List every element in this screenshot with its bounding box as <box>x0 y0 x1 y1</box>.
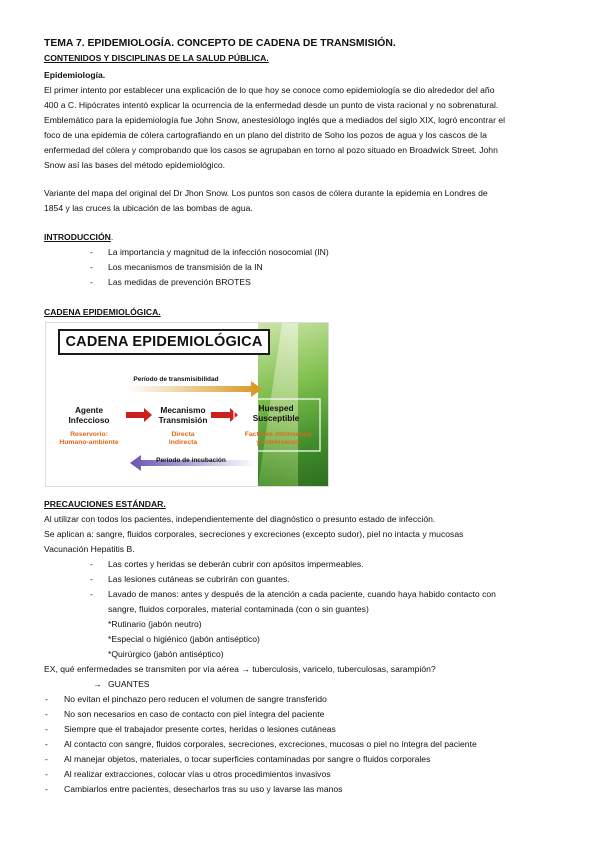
epi-paragraph-line: enfermedad del cólera y comprobando que los casos se agrupaban en torno al pozo situado en Broadwick Street. John <box>44 145 498 155</box>
introduccion-heading-text: INTRODUCCIÓN <box>44 232 111 242</box>
list-dash: - <box>45 724 48 734</box>
figure-title: CADENA EPIDEMIOLÓGICA <box>58 329 270 355</box>
mecanismo-label-line1: Mecanismo <box>160 405 206 415</box>
list-subitem: *Quirúrgico (jabón antiséptico) <box>108 649 224 659</box>
guantes-item: Cambiarlos entre pacientes, desecharlos tras su uso y lavarse las manos <box>64 784 343 794</box>
mecanismo-label-line2: Transmisión <box>158 415 208 425</box>
epi-paragraph-line: El primer intento por establecer una explicación de lo que hoy se conoce como epidemiología se dio alrededor del año <box>44 85 495 95</box>
map-caption-line: Variante del mapa del original del Dr Jhon Snow. Los puntos son casos de cólera durante la epidemia en Londres de <box>44 188 488 198</box>
list-dash: - <box>45 754 48 764</box>
guantes-item: Al realizar extracciones, colocar vías u otros procedimientos invasivos <box>64 769 331 779</box>
list-item: Los mecanismos de transmisión de la IN <box>108 262 263 272</box>
ex-question-line: EX, qué enfermedades se transmiten por vía aérea → tuberculosis, varicelo, tuberculosas, sarampión? <box>44 664 436 674</box>
periodo-transmisibilidad-label: Período de transmisibilidad <box>133 376 219 383</box>
list-item: Las medidas de prevención BROTES <box>108 277 251 287</box>
list-dash: - <box>45 739 48 749</box>
red-arrow-1 <box>126 408 152 422</box>
list-dash: - <box>90 574 93 584</box>
guantes-item: No evitan el pinchazo pero reducen el volumen de sangre transferido <box>64 694 327 704</box>
precauciones-line: Al utilizar con todos los pacientes, independientemente del diagnóstico o presunto estado de infección. <box>44 514 436 524</box>
epi-paragraph-line: Snow así las bases del método epidemiológico. <box>44 160 226 170</box>
epi-paragraph-line: foco de una epidemia de cólera cartografiando en un plano del distrito de Soho los pozos de agua y los cascos de la <box>44 130 487 140</box>
list-dash: - <box>90 277 93 287</box>
list-dash: - <box>45 709 48 719</box>
list-item: Las cortes y heridas se deberán cubrir con apósitos impermeables. <box>108 559 364 569</box>
huesped-label-line1: Huesped <box>258 403 294 413</box>
map-caption-line: 1854 y las cruces la ubicación de las bombas de agua. <box>44 203 253 213</box>
reservorio-label-line2: Humano-ambiente <box>59 439 119 446</box>
huesped-label-line2: Susceptible <box>252 413 300 423</box>
cadena-epidemiologica-figure <box>45 322 329 487</box>
list-item: La importancia y magnitud de la infección nosocomial (IN) <box>108 247 329 257</box>
list-item-continuation: sangre, fluidos corporales, material contaminada (con o sin guantes) <box>108 604 369 614</box>
guantes-item: No son necesarios en caso de contacto con piel íntegra del paciente <box>64 709 325 719</box>
factores-label-line1: Factores intrínsecos <box>244 431 312 438</box>
guantes-item: Al contacto con sangre, fluidos corporales, secreciones, excreciones, mucosas o piel no íntegra del paciente <box>64 739 477 749</box>
cadena-heading: CADENA EPIDEMIOLÓGICA. <box>44 307 161 317</box>
precauciones-line: Vacunación Hepatitis B. <box>44 544 135 554</box>
list-dash: - <box>90 589 93 599</box>
list-subitem: *Especial o higiénico (jabón antiséptico) <box>108 634 260 644</box>
list-dash: - <box>90 262 93 272</box>
page-title: TEMA 7. EPIDEMIOLOGÍA. CONCEPTO DE CADENA DE TRANSMISIÓN. <box>44 38 396 49</box>
list-item: Lavado de manos: antes y después de la atención a cada paciente, cuando haya habido contacto con <box>108 589 496 599</box>
guantes-label: GUANTES <box>108 679 150 689</box>
guantes-item: Siempre que el trabajador presente cortes, heridas o lesiones cutáneas <box>64 724 336 734</box>
list-dash: - <box>90 247 93 257</box>
list-dash: - <box>45 694 48 704</box>
guantes-arrow-icon: → <box>93 679 102 689</box>
factores-label-line2: y extrínsecos <box>256 439 300 446</box>
epidemiologia-heading: Epidemiología. <box>44 70 106 80</box>
agente-label-line1: Agente <box>74 405 104 415</box>
reservorio-label-line1: Reservorio: <box>70 431 108 438</box>
epi-paragraph-line: Emblemático para la epidemiología fue John Snow, anestesiólogo inglés que a mediados del siglo XIX, logró encontrar el <box>44 115 506 125</box>
agente-label-line2: Infeccioso <box>68 415 110 425</box>
epi-paragraph-line: 400 a C. Hipócrates intentó explicar la ocurrencia de la enfermedad desde un punto de vista racional y no sobrenatural. <box>44 100 499 110</box>
subtitle: CONTENIDOS Y DISCIPLINAS DE LA SALUD PÚBLICA. <box>44 53 269 63</box>
directa-label-line2: Indirecta <box>168 439 198 446</box>
list-dash: - <box>90 559 93 569</box>
guantes-item: Al manejar objetos, materiales, o tocar superficies contaminadas por sangre o fluidos corporales <box>64 754 431 764</box>
introduccion-heading <box>44 230 559 245</box>
introduccion-heading-dot: . <box>110 232 114 242</box>
precauciones-heading: PRECAUCIONES ESTÁNDAR. <box>44 499 166 509</box>
list-dash: - <box>45 784 48 794</box>
list-subitem: *Rutinario (jabón neutro) <box>108 619 202 629</box>
list-dash: - <box>45 769 48 779</box>
list-item: Las lesiones cutáneas se cubrirán con guantes. <box>108 574 290 584</box>
periodo-incubacion-label: Período de incubación <box>156 457 226 464</box>
directa-label-line1: Directa <box>171 431 195 438</box>
precauciones-line: Se aplican a: sangre, fluidos corporales, secreciones y excreciones (excepto sudor), piel no intacta y mucosas <box>44 529 464 539</box>
